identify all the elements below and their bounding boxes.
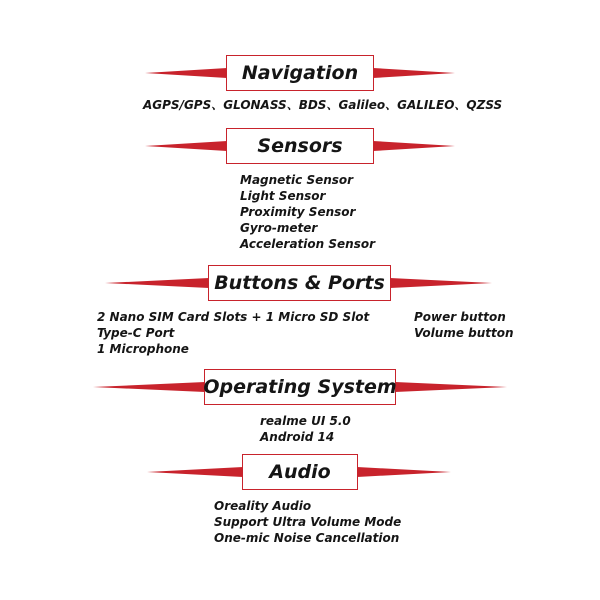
operating-system-title: Operating System xyxy=(204,369,396,405)
sensors-header xyxy=(0,128,600,164)
audio-item: One-mic Noise Cancellation xyxy=(214,531,400,545)
sensor-item: Proximity Sensor xyxy=(240,205,356,219)
port-item: Type-C Port xyxy=(97,326,175,340)
sensor-item: Acceleration Sensor xyxy=(240,237,375,251)
sensor-item: Light Sensor xyxy=(240,189,326,203)
buttons-ports-title: Buttons & Ports xyxy=(208,265,391,301)
audio-item: Support Ultra Volume Mode xyxy=(214,515,402,529)
os-item: Android 14 xyxy=(260,430,335,444)
port-item: 2 Nano SIM Card Slots + 1 Micro SD Slot xyxy=(97,310,370,324)
audio-title: Audio xyxy=(242,454,358,490)
sensor-item: Gyro-meter xyxy=(240,221,318,235)
audio-item: Oreality Audio xyxy=(214,499,312,513)
audio-header xyxy=(0,454,600,490)
sensor-item: Magnetic Sensor xyxy=(240,173,354,187)
button-item: Power button xyxy=(414,310,506,324)
buttons-ports-header xyxy=(0,265,600,301)
os-item: realme UI 5.0 xyxy=(260,414,351,428)
navigation-title: Navigation xyxy=(226,55,374,91)
port-item: 1 Microphone xyxy=(97,342,189,356)
button-item: Volume button xyxy=(414,326,514,340)
operating-system-header xyxy=(0,369,600,405)
navigation-systems: AGPS/GPS、GLONASS、BDS、Galileo、GALILEO、QZSS xyxy=(143,98,503,112)
sensors-title: Sensors xyxy=(226,128,374,164)
navigation-header xyxy=(0,55,600,91)
